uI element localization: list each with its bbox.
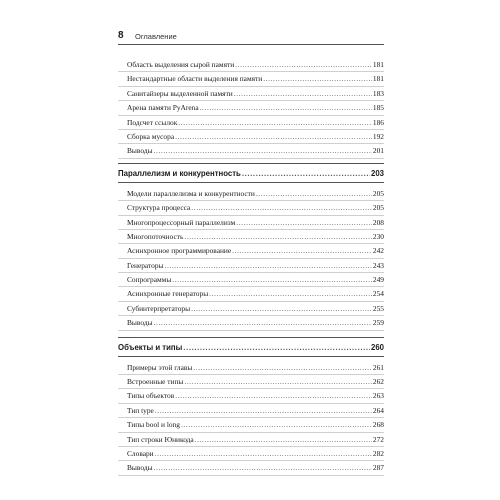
toc-page-number: 272 <box>372 434 384 444</box>
toc-leader-dots <box>175 130 372 144</box>
toc-section-title: Субинтерпретаторы <box>127 303 191 313</box>
toc-section-row <box>118 87 384 101</box>
toc-section-row <box>118 361 384 375</box>
toc-page-number: 205 <box>372 188 384 198</box>
page-number: 8 <box>118 30 124 41</box>
toc-section-title: Генераторы <box>127 260 164 270</box>
toc-section-row <box>118 130 384 144</box>
toc-leader-dots <box>154 316 372 330</box>
toc-leader-dots <box>155 404 372 418</box>
toc-section-title: Арена памяти PyArena <box>127 103 199 113</box>
toc-page-number: 192 <box>372 131 384 141</box>
toc-section-title: Тип type <box>127 405 154 415</box>
toc-page-number: 268 <box>372 420 384 430</box>
toc-leader-dots <box>155 447 372 461</box>
toc-page-number: 208 <box>372 217 384 227</box>
toc-leader-dots <box>184 230 372 244</box>
toc-section-title: Выводы <box>127 146 153 156</box>
toc-section-row <box>118 302 384 316</box>
toc-section-title: Многопоточность <box>127 231 184 241</box>
toc-chapter-row <box>118 337 384 357</box>
toc-page-number: 205 <box>372 203 384 213</box>
toc-leader-dots <box>178 116 372 130</box>
toc-section-title: Тип строки Юникода <box>127 434 194 444</box>
toc-page-number: 260 <box>370 342 384 352</box>
toc-section-row <box>118 201 384 215</box>
toc-section-title: Словари <box>127 448 154 458</box>
toc-leader-dots <box>184 375 372 389</box>
toc-page-number: 287 <box>372 463 384 473</box>
toc-section-row <box>118 287 384 301</box>
toc-section-row <box>118 144 384 158</box>
toc-page-number: 259 <box>372 318 384 328</box>
toc-chapter-title: Объекты и типы <box>118 342 183 352</box>
toc-page-number: 201 <box>372 146 384 156</box>
toc-section-title: Асинхронные генераторы <box>127 289 209 299</box>
toc-section-row <box>118 58 384 72</box>
toc-page-number: 185 <box>372 103 384 113</box>
toc-section-row <box>118 116 384 130</box>
toc-section-title: Нестандартные области выделения памяти <box>127 74 263 84</box>
toc-section-row <box>118 187 384 201</box>
toc-page-number: 262 <box>372 377 384 387</box>
toc-page-number: 282 <box>372 448 384 458</box>
page-header <box>118 32 384 45</box>
toc-section-row <box>118 259 384 273</box>
toc-section-title: Асинхронное программирование <box>127 246 232 256</box>
toc-page-number: 183 <box>372 88 384 98</box>
toc-page-number: 264 <box>372 405 384 415</box>
toc-section-title: Структура процесса <box>127 203 191 213</box>
toc-section-title: Встроенные типы <box>127 377 184 387</box>
toc-section-title: Примеры этой главы <box>127 362 193 372</box>
toc-section-row <box>118 461 384 475</box>
toc-section-title: Выводы <box>127 463 153 473</box>
toc-section-title: Сопрограммы <box>127 275 172 285</box>
toc-leader-dots <box>263 72 372 86</box>
toc-page-number: 243 <box>372 260 384 270</box>
table-of-contents <box>118 58 384 476</box>
toc-section-row <box>118 316 384 330</box>
toc-leader-dots <box>154 144 372 158</box>
toc-section-title: Санитайзеры выделенной памяти <box>127 88 233 98</box>
toc-section-title: Область выделения сырой памяти <box>127 60 235 69</box>
toc-leader-dots <box>235 58 372 72</box>
toc-section-row <box>118 433 384 447</box>
toc-section-row <box>118 447 384 461</box>
toc-leader-dots <box>193 361 372 375</box>
toc-leader-dots <box>234 87 372 101</box>
toc-page-number: 261 <box>372 362 384 372</box>
toc-section-row <box>118 375 384 389</box>
toc-chapter-row <box>118 163 384 183</box>
toc-leader-dots <box>209 287 372 301</box>
toc-section-row <box>118 72 384 86</box>
toc-leader-dots <box>256 187 372 201</box>
toc-section-row <box>118 389 384 403</box>
toc-leader-dots <box>175 389 372 403</box>
toc-section-row <box>118 418 384 432</box>
toc-leader-dots <box>191 201 372 215</box>
toc-page-number: 203 <box>370 168 384 178</box>
toc-leader-dots <box>165 259 372 273</box>
toc-section-title: Модели параллелизма и конкурентности <box>127 188 255 198</box>
toc-leader-dots <box>236 216 372 230</box>
toc-section-row <box>118 273 384 287</box>
running-title: Оглавление <box>135 32 177 41</box>
toc-page-number: 254 <box>372 289 384 299</box>
toc-leader-dots <box>200 101 372 115</box>
toc-leader-dots <box>181 418 372 432</box>
toc-section-row <box>118 404 384 418</box>
toc-leader-dots <box>172 273 372 287</box>
toc-leader-dots <box>154 461 372 475</box>
toc-page-number: 249 <box>372 275 384 285</box>
toc-section-row <box>118 101 384 115</box>
toc-page-number: 230 <box>372 231 384 241</box>
toc-section-title: Подсчет ссылок <box>127 117 178 127</box>
toc-page-number: 242 <box>372 246 384 256</box>
toc-leader-dots <box>183 338 370 358</box>
toc-leader-dots <box>191 302 372 316</box>
toc-section-title: Типы объектов <box>127 391 175 401</box>
toc-section-row <box>118 216 384 230</box>
toc-page-number: 255 <box>372 303 384 313</box>
toc-page-number: 181 <box>372 60 384 69</box>
toc-leader-dots <box>195 433 372 447</box>
toc-page-number: 186 <box>372 117 384 127</box>
toc-section-row <box>118 230 384 244</box>
toc-leader-dots <box>232 244 372 258</box>
toc-page-number: 181 <box>372 74 384 84</box>
toc-page-number: 263 <box>372 391 384 401</box>
toc-section-title: Типы bool и long <box>127 420 180 430</box>
toc-chapter-title: Параллелизм и конкурентность <box>118 168 241 178</box>
toc-section-title: Сборка мусора <box>127 131 175 141</box>
toc-section-title: Выводы <box>127 318 153 328</box>
toc-leader-dots <box>242 164 370 184</box>
toc-section-title: Многопроцессорный параллелизм <box>127 217 236 227</box>
toc-section-row <box>118 244 384 258</box>
